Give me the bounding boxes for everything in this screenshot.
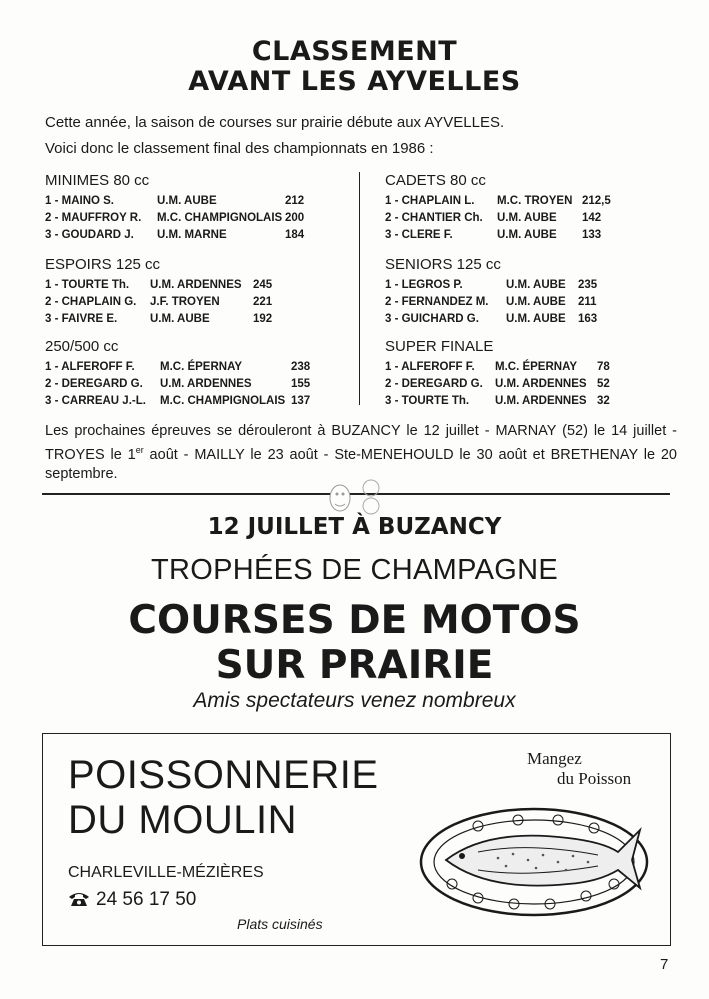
rider-name: 1 - CHAPLAIN L.: [385, 195, 475, 207]
rider-name: 3 - GUICHARD G.: [385, 313, 479, 325]
club-name: U.M. AUBE: [150, 313, 210, 325]
points: 212: [285, 195, 305, 207]
standings-row: [45, 210, 345, 227]
rider-name: 3 - CARREAU J.-L.: [45, 395, 146, 407]
schedule-superscript: er: [135, 445, 144, 455]
points: 32: [597, 395, 610, 407]
page-number: 7: [660, 956, 669, 973]
shop-phone: [68, 889, 196, 911]
shop-plats: Plats cuisinés: [237, 916, 323, 932]
rider-name: 1 - LEGROS P.: [385, 279, 463, 291]
club-name: U.M. AUBE: [497, 212, 557, 224]
standings-row: [385, 277, 685, 294]
rider-name: 2 - MAUFFROY R.: [45, 212, 142, 224]
rider-name: 2 - DEREGARD G.: [45, 378, 143, 390]
club-name: U.M. AUBE: [506, 313, 566, 325]
intro-line2: Voici donc le classement final des championnats en 1986 :: [45, 140, 434, 157]
standings-row: [385, 210, 685, 227]
category-minimes: MINIMES 80 cc: [45, 172, 150, 189]
points: 137: [291, 395, 311, 407]
standings-row: [45, 277, 345, 294]
category-super-finale: SUPER FINALE: [385, 338, 494, 355]
points: 52: [597, 378, 610, 390]
club-name: M.C. TROYEN: [497, 195, 573, 207]
club-name: J.F. TROYEN: [150, 296, 220, 308]
rider-name: 2 - CHAPLAIN G.: [45, 296, 137, 308]
rider-name: 2 - FERNANDEZ M.: [385, 296, 489, 308]
standings-seniors: [385, 277, 685, 328]
category-espoirs: ESPOIRS 125 cc: [45, 256, 161, 273]
points: 235: [578, 279, 598, 291]
rider-name: 3 - CLERE F.: [385, 229, 453, 241]
standings-row: [45, 393, 355, 410]
page-title-line2: AVANT LES AYVELLES: [188, 66, 521, 97]
rider-name: 1 - MAINO S.: [45, 195, 115, 207]
shop-city: CHARLEVILLE-MÉZIÈRES: [68, 864, 264, 881]
shop-name-line2: DU MOULIN: [68, 798, 297, 842]
fish-platter-icon: [418, 800, 650, 918]
points: 184: [285, 229, 305, 241]
slogan-line1: Mangez: [527, 749, 582, 768]
standings-cadets: [385, 193, 685, 244]
points: 211: [578, 296, 597, 308]
club-name: U.M. AUBE: [157, 195, 217, 207]
standings-row: [385, 193, 685, 210]
shop-name: [68, 753, 379, 843]
phone-number: 24 56 17 50: [96, 889, 197, 910]
standings-250-500: [45, 359, 355, 410]
shop-name-line1: POISSONNERIE: [68, 753, 379, 797]
rider-name: 1 - ALFEROFF F.: [45, 361, 135, 373]
standings-row: [385, 359, 685, 376]
points: 78: [597, 361, 610, 373]
standings-super-finale: [385, 359, 685, 410]
club-name: U.M. AUBE: [497, 229, 557, 241]
rider-name: 1 - TOURTE Th.: [45, 279, 130, 291]
points: 238: [291, 361, 311, 373]
points: 245: [253, 279, 273, 291]
column-divider: [359, 172, 360, 405]
club-name: M.C. CHAMPIGNOLAIS: [160, 395, 286, 407]
category-seniors: SENIORS 125 cc: [385, 256, 501, 273]
rider-name: 2 - CHANTIER Ch.: [385, 212, 483, 224]
club-name: M.C. ÉPERNAY: [160, 361, 243, 373]
rider-name: 3 - FAIVRE E.: [45, 313, 118, 325]
rider-name: 3 - TOURTE Th.: [385, 395, 470, 407]
page-title-line1: CLASSEMENT: [251, 36, 458, 67]
standings-row: [45, 294, 345, 311]
points: 142: [582, 212, 602, 224]
standings-row: [45, 311, 345, 328]
rider-name: 1 - ALFEROFF F.: [385, 361, 475, 373]
standings-row: [385, 393, 685, 410]
category-250-500: 250/500 cc: [45, 338, 119, 355]
standings-row: [385, 376, 685, 393]
event-tagline: Amis spectateurs venez nombreux: [193, 689, 516, 712]
standings-minimes: [45, 193, 345, 244]
club-name: U.M. ARDENNES: [495, 378, 587, 390]
category-cadets: CADETS 80 cc: [385, 172, 486, 189]
event-title-line2: SUR PRAIRIE: [215, 643, 494, 688]
club-name: M.C. CHAMPIGNOLAIS: [157, 212, 283, 224]
points: 200: [285, 212, 305, 224]
points: 212,5: [582, 195, 611, 207]
standings-row: [45, 376, 355, 393]
club-name: U.M. MARNE: [157, 229, 227, 241]
standings-espoirs: [45, 277, 345, 328]
points: 155: [291, 378, 311, 390]
standings-row: [45, 193, 345, 210]
event-trophy: TROPHÉES DE CHAMPAGNE: [151, 554, 558, 586]
club-name: M.C. ÉPERNAY: [495, 361, 578, 373]
schedule-text: Les prochaines épreuves se dérouleront à BUZANCY le 12 juillet - MARNAY (52) le 14 juillet - TROYES le 1: [45, 423, 677, 463]
standings-row: [45, 227, 345, 244]
rider-name: 3 - GOUDARD J.: [45, 229, 134, 241]
points: 133: [582, 229, 602, 241]
club-name: U.M. ARDENNES: [150, 279, 242, 291]
telephone-icon: [68, 891, 90, 907]
schedule-text-continued: août - MAILLY le 23 août - Ste-MENEHOULD le 30 août et BRETHENAY le 20 septembre.: [45, 446, 677, 482]
intro-line1: Cette année, la saison de courses sur prairie débute aux AYVELLES.: [45, 114, 505, 131]
club-name: U.M. AUBE: [506, 279, 566, 291]
standings-row: [385, 311, 685, 328]
standings-row: [385, 294, 685, 311]
club-name: U.M. ARDENNES: [495, 395, 587, 407]
club-name: U.M. AUBE: [506, 296, 566, 308]
shop-slogan: [527, 749, 631, 789]
points: 192: [253, 313, 273, 325]
event-date: 12 JUILLET À BUZANCY: [207, 514, 502, 540]
club-name: U.M. ARDENNES: [160, 378, 252, 390]
event-title-line1: COURSES DE MOTOS: [128, 598, 581, 643]
standings-row: [45, 359, 355, 376]
points: 221: [253, 296, 273, 308]
slogan-line2: du Poisson: [557, 769, 632, 788]
standings-row: [385, 227, 685, 244]
rider-name: 2 - DEREGARD G.: [385, 378, 483, 390]
points: 163: [578, 313, 598, 325]
watermark-logo-icon: [325, 478, 387, 516]
schedule-paragraph: [45, 422, 677, 484]
